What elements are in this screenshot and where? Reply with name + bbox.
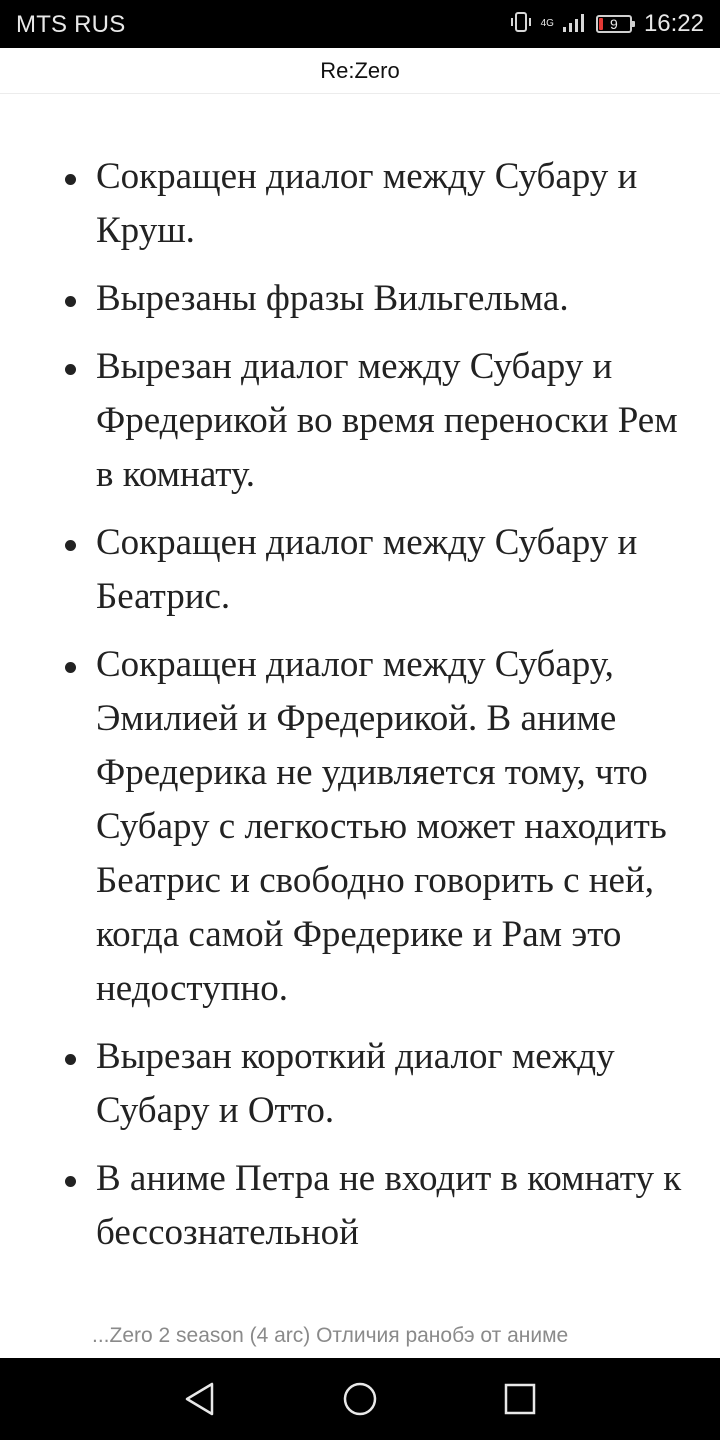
bullet-icon (65, 662, 76, 673)
list-item-text: Сокращен диалог между Субару и Круш. (96, 156, 638, 251)
bullet-icon (65, 174, 76, 185)
title-bar (0, 48, 720, 94)
carrier-name: MTS RUS (16, 11, 126, 38)
bullet-icon (65, 364, 76, 375)
list-item (0, 1030, 720, 1138)
list-item-text: Сокращен диалог между Субару и Беатрис. (96, 522, 638, 617)
footer-caption[interactable]: ...Zero 2 season (4 arc) Отличия ранобэ от аниме (92, 1324, 569, 1347)
list-item-text: Вырезан диалог между Субару и Фредерикой во время переноски Рем в комнату. (96, 346, 678, 495)
bullet-icon (65, 1054, 76, 1065)
list-item (0, 1152, 720, 1260)
signal-icon (562, 11, 588, 38)
status-icons (509, 8, 704, 40)
list-item-text: Сокращен диалог между Субару, Эмилией и Фредерикой. В аниме Фредерика не удивляется тому, что Субару с легкостью может находить Беатрис и свободно говорить с ней, когда самой Фредерике и Рам это недоступно. (96, 644, 667, 1009)
vibrate-icon (509, 10, 533, 39)
battery-icon (596, 15, 632, 33)
battery-fill (599, 18, 603, 30)
list-item-text: Вырезаны фразы Вильгельма. (96, 278, 569, 319)
list-item (0, 150, 720, 258)
home-button[interactable] (339, 1378, 381, 1420)
network-type: 4G (540, 18, 554, 29)
status-bar (0, 0, 720, 48)
navigation-bar (0, 1358, 720, 1440)
back-button[interactable] (179, 1378, 221, 1420)
page-title[interactable]: Re:Zero (320, 57, 400, 83)
bullet-icon (65, 296, 76, 307)
back-icon (182, 1381, 218, 1417)
list-item-text: Вырезан короткий диалог между Субару и Отто. (96, 1036, 615, 1131)
list-item (0, 340, 720, 502)
bullet-icon (65, 540, 76, 551)
list-item-text: В аниме Петра не входит в комнату к бессознательной (96, 1158, 682, 1253)
home-icon (342, 1381, 378, 1417)
recents-icon (502, 1381, 538, 1417)
bullet-icon (65, 1176, 76, 1187)
bullet-list (0, 150, 720, 1274)
list-item (0, 638, 720, 1016)
list-item (0, 272, 720, 326)
clock: 16:22 (643, 10, 704, 37)
battery-level: 9 (610, 16, 618, 32)
recents-button[interactable] (499, 1378, 541, 1420)
article-content[interactable] (0, 94, 720, 1358)
list-item (0, 516, 720, 624)
